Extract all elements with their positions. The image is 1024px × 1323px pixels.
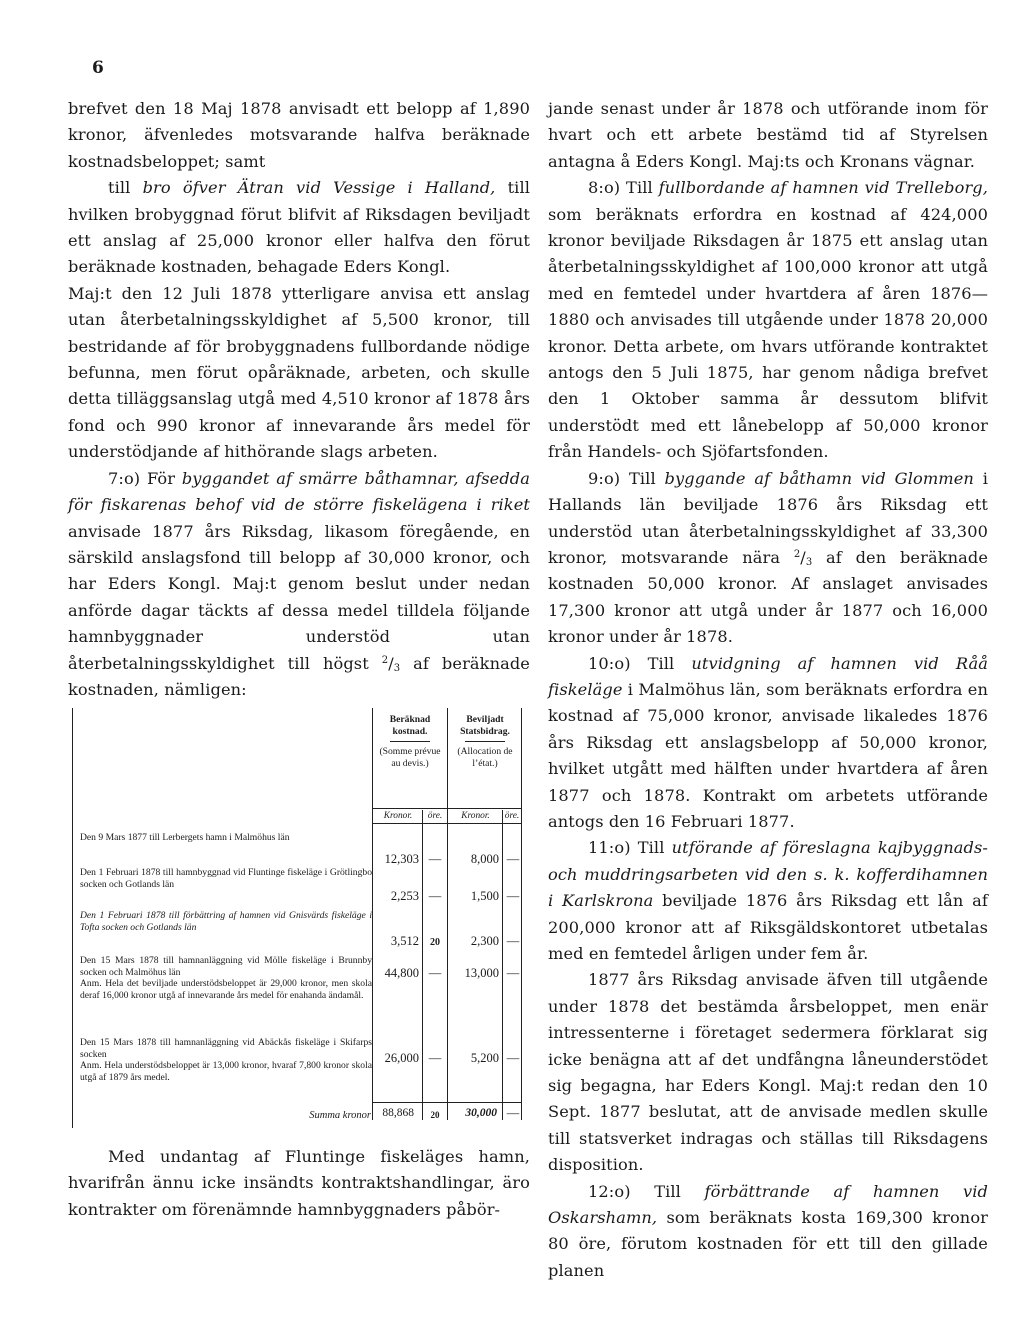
paragraph: 9:o) Till byggande af båthamn vid Glommen i Hallands län beviljade 1876 års Riksdag ett understöd utan återbetalningsskyldighet af 33,300 kronor, motsvarande nära $^2/_3$ af den beräknade kostnaden 50,000 kronor. Af anslaget anvisades 17,300 kronor att utgå under år 1877 och 16,000 kronor under år 1878. (548, 468, 989, 647)
paragraph: 12:o) Till förbättrande af hamnen vid Oskarshamn, som beräknats kosta 169,300 kronor 80 öre, förutom kostnaden för ett till den gillade planen (548, 1181, 988, 1280)
paragraph: 7:o) För byggandet af smärre båthamnar, afsedda för fiskarenas behof vid de större fiskelägena i riket anvisade 1877 års Riksdag, likasom föregående, en särskild anslagsfond till belopp af 30,000 kronor, och har Eders Kongl. Maj:t genom beslut under nedan anförde dagar täckts af dessa medel tilldela följande hamnbyggnader understöd utan återbetalningsskyldighet till högst $^2/_3$ af beräknade kostnaden, nämligen: (68, 468, 531, 699)
sum-grant-ore: — (506, 1106, 520, 1120)
cost-ore: — (428, 852, 442, 866)
table-row: Den 9 Mars 1877 till Lerbergets hamn i Malmöhus län (80, 832, 290, 843)
grant-kronor: 13,000 (464, 966, 499, 980)
cost-kronor: 12,303 (384, 852, 419, 866)
grant-ore: — (506, 966, 520, 980)
cost-kronor: 3,512 (390, 934, 419, 948)
sum-cost-kronor: 88,868 (382, 1107, 414, 1119)
cost-kronor: 26,000 (384, 1051, 419, 1065)
grant-ore: — (506, 852, 520, 866)
grant-ore: — (506, 889, 520, 903)
cost-ore: — (428, 1051, 442, 1065)
unit-ore: öre. (504, 811, 520, 821)
grant-ore: — (506, 1051, 520, 1065)
paragraph: jande senast under år 1878 och utförande inom för hvart och ett arbete bestämd tid af Styrelsen antagna å Eders Kongl. Maj:ts och Kronans vägnar. (548, 99, 988, 171)
grant-kronor: 5,200 (470, 1051, 499, 1065)
unit-kronor: Kronor. (383, 811, 413, 821)
cost-ore: — (428, 966, 442, 980)
grant-table (66, 708, 531, 1128)
table-row: Den 15 Mars 1878 till hamnanläggning vid Abäckås fiskeläge i Skifarps socken Anm. Hela understödsbeloppet är 13,000 kronor, hvaraf 7,800 kronor skola utgå af 1879 års medel. (80, 1037, 372, 1083)
row-note: Anm. Hela det beviljade understödsbeloppet är 29,000 kronor, men skola deraf 16,000 kronor utgå af innevarande års medel för enahanda ändamål. (80, 978, 372, 1001)
paragraph: Maj:t den 12 Juli 1878 ytterligare anvisa ett anslag utan återbetalningsskyldighet af 5,500 kronor, till bestridande af för brobyggnadens fullbordande nödige befunna, men förut opåräknade, arbeten, och skulle detta tilläggsanslag utgå med 4,510 kronor af 1878 års fond och 990 kronor af innevarande års medel för understödjande af hithörande slags arbeten. (68, 283, 530, 462)
paragraph: till bro öfver Ätran vid Vessige i Halland, till hvilken brobyggnad förut blifvit af Riksdagen beviljadt ett anslag af 25,000 kronor eller halfva den förut beräknade kostnaden, behagade Eders Kongl. (68, 178, 531, 277)
row-note: Anm. Hela understödsbeloppet är 13,000 kronor, hvaraf 7,800 kronor skola utgå af 1879 års medel. (80, 1060, 372, 1083)
grant-kronor: 2,300 (470, 934, 499, 948)
page-number: 6 (92, 58, 104, 78)
grant-header: Beviljadt Statsbidrag. (Allocation de l’état.) (457, 714, 513, 769)
paragraph: 8:o) Till fullbordande af hamnen vid Trelleborg, som beräknats erfordra en kostnad af 424,000 kronor beviljade Riksdagen år 1875 ett anslag utan återbetalningsskyldighet af 100,000 kronor att utgå med en femtedel under hvartdera af åren 1876—1880 och anvisades till utgående under 1878 20,000 kronor. Detta arbete, om hvars utförande kontraktet antogs den 5 Juli 1875, har genom nådiga brefvet den 1 Oktober samma år dessutom blifvit understödt med ett lånebelopp af 50,000 kronor från Handels- och Sjöfartsfonden. (548, 178, 988, 462)
left-column (68, 96, 530, 703)
left-column-continued (68, 1144, 530, 1223)
paragraph: 1877 års Riksdag anvisade äfven till utgående under 1878 det bestämda årsbeloppet, men enär intressenterne i företaget sedermera förklarat sig icke benägna att af det undfångna låneunderstödet sig begagna, har Eders Kongl. Maj:t redan den 10 Sept. 1877 beslutat, att de anvisade medlen skulle till statsverket indragas och ställas till Riksdagens disposition. (548, 970, 988, 1175)
cost-kronor: 2,253 (390, 889, 419, 903)
table-row: Den 1 Februari 1878 till förbättring af hamnen vid Gnisvärds fiskeläge i Tofta socken och Gotlands län (80, 910, 372, 933)
grant-kronor: 1,500 (470, 889, 499, 903)
unit-ore: öre. (427, 811, 443, 821)
cost-kronor: 44,800 (384, 966, 419, 980)
cost-ore: — (428, 889, 442, 903)
cost-header: Beräknad kostnad. (Somme prévue au devis.) (379, 714, 441, 769)
cost-ore: 20 (430, 937, 440, 948)
paragraph: 10:o) Till utvidgning af hamnen vid Råå fiskeläge i Malmöhus län, som beräknats erfordra en kostnad af 75,000 kronor, anvisade likaledes 1876 års Riksdag ett anslagsbelopp af 50,000 kronor, hvilket utgått med hälften under hvartdera af åren 1877 och 1878. Kontrakt om arbetets utförande antogs den 16 Februari 1877. (548, 653, 989, 831)
paragraph: 11:o) Till utförande af föreslagna kajbyggnads- och muddringsarbeten vid den s. k. kofferdihamnen i Karlskrona beviljade 1876 års Riksdag ett lån af 200,000 kronor att af Riksgäldskontoret utbetalas med en femtedel årligen under fem år. (548, 838, 988, 963)
sum-label: Summa kronor (309, 1110, 371, 1121)
unit-kronor: Kronor. (461, 811, 490, 821)
sum-cost-ore: 20 (430, 1110, 440, 1120)
grant-kronor: 8,000 (470, 852, 499, 866)
table-row: Den 15 Mars 1878 till hamnanläggning vid Mölle fiskeläge i Brunnby socken och Malmöhus län Anm. Hela det beviljade understödsbeloppet är 29,000 kronor, men skola deraf 16,000 kronor utgå af innevarande års medel för enahanda ändamål. (80, 955, 372, 1001)
sum-grant-kronor: 30,000 (465, 1107, 497, 1119)
table-row: Den 1 Februari 1878 till hamnbyggnad vid Fluntinge fiskeläge i Grötlingbo socken och Gotlands län (80, 867, 372, 890)
right-column (548, 96, 988, 1284)
paragraph: brefvet den 18 Maj 1878 anvisadt ett belopp af 1,890 kronor, äfvenledes motsvarande halfva beräknade kostnadsbeloppet; samt (68, 99, 530, 171)
paragraph: Med undantag af Fluntinge fiskeläges hamn, hvarifrån ännu icke insändts kontraktshandlingar, äro kontrakter om förenämnde hamnbyggnaders påbör- (68, 1147, 530, 1219)
grant-ore: — (506, 934, 520, 948)
